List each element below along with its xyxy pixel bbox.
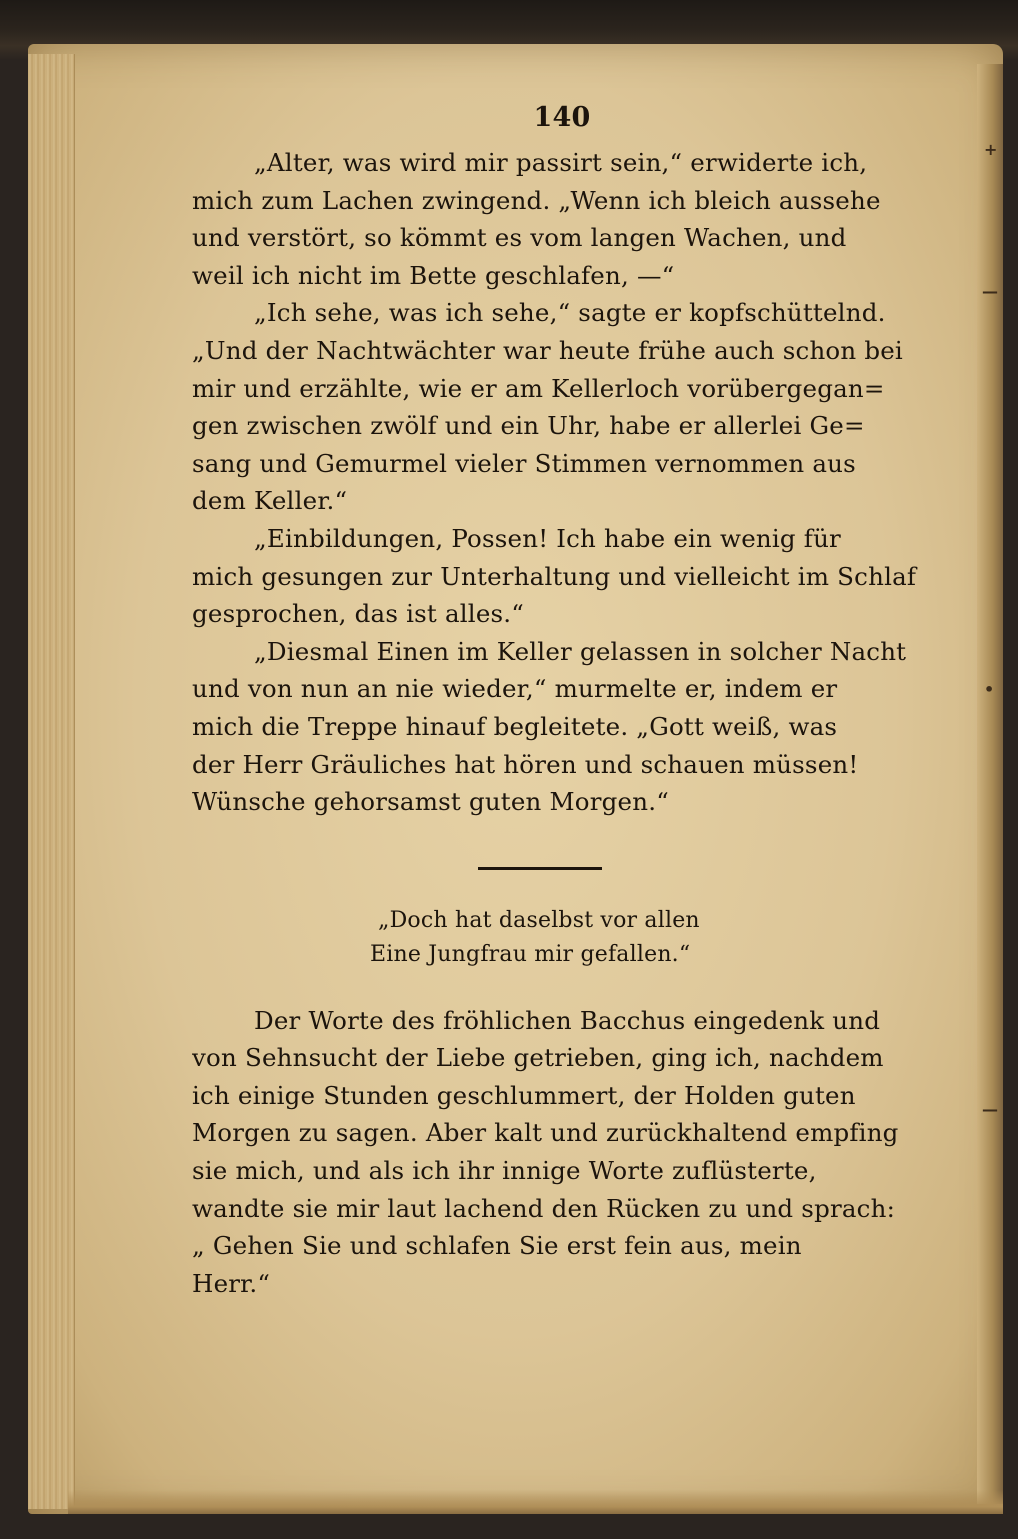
text-line: mich zum Lachen zwingend. „Wenn ich bleich aussehe: [192, 185, 881, 215]
text-line: der Herr Gräuliches hat hören und schauen müssen!: [192, 749, 859, 779]
section-divider: [478, 867, 602, 870]
page-edge-bottom: [68, 1490, 1003, 1514]
verse-line: „Doch hat daselbst vor allen: [378, 907, 700, 933]
text-line: „Und der Nachtwächter war heute frühe auch schon bei: [192, 335, 903, 365]
margin-mark: +: [984, 140, 998, 159]
paragraph: [192, 520, 922, 633]
text-line: Der Worte des fröhlichen Bacchus eingedenk und: [254, 1005, 881, 1035]
text-line: „Diesmal Einen im Keller gelassen in solcher Nacht: [254, 636, 907, 666]
text-line: ich einige Stunden geschlummert, der Holden guten: [192, 1080, 856, 1110]
verse-epigraph: [192, 904, 922, 972]
text-line: wandte sie mir laut lachend den Rücken zu und sprach:: [192, 1193, 896, 1223]
page-number: 140: [533, 102, 591, 133]
text-line: „Alter, was wird mir passirt sein,“ erwiderte ich,: [254, 148, 868, 177]
text-line: gesprochen, das ist alles.“: [192, 599, 525, 629]
text-line: „Ich sehe, was ich sehe,“ sagte er kopfschüttelnd.: [254, 298, 886, 328]
text-line: sang und Gemurmel vieler Stimmen vernommen aus: [192, 448, 856, 478]
text-line: mich gesungen zur Unterhaltung und vielleicht im Schlaf: [192, 561, 917, 591]
text-line: gen zwischen zwölf und ein Uhr, habe er allerlei Ge=: [192, 411, 865, 441]
paragraph: [192, 1002, 922, 1303]
margin-mark: •: [984, 680, 995, 699]
text-line: mir und erzählte, wie er am Kellerloch vorübergegan=: [192, 373, 885, 403]
page-gutter: [28, 54, 75, 1509]
paragraph: [192, 633, 922, 821]
text-line: sie mich, und als ich ihr innige Worte zuflüsterte,: [192, 1156, 817, 1186]
text-line: und verstört, so kömmt es vom langen Wachen, und: [192, 223, 847, 253]
page-text: [192, 98, 922, 1302]
paragraph: [192, 144, 922, 294]
text-line: Wünsche gehorsamst guten Morgen.“: [192, 787, 669, 817]
margin-mark: —: [982, 1100, 998, 1119]
page-edge-right: [977, 64, 1003, 1504]
margin-mark: —: [982, 282, 998, 301]
text-line: mich die Treppe hinauf begleitete. „Gott weiß, was: [192, 711, 838, 741]
text-line: von Sehnsucht der Liebe getrieben, ging ich, nachdem: [192, 1043, 884, 1073]
text-line: Herr.“: [192, 1268, 271, 1298]
text-line: und von nun an nie wieder,“ murmelte er, indem er: [192, 674, 838, 704]
verse-line: Eine Jungfrau mir gefallen.“: [370, 941, 691, 967]
text-line: „Einbildungen, Possen! Ich habe ein wenig für: [254, 523, 841, 553]
text-line: weil ich nicht im Bette geschlafen, —“: [192, 260, 675, 290]
paragraph: [192, 294, 922, 520]
text-line: Morgen zu sagen. Aber kalt und zurückhaltend empfing: [192, 1118, 899, 1148]
text-line: dem Keller.“: [192, 486, 348, 516]
text-line: „ Gehen Sie und schlafen Sie erst fein aus, mein: [192, 1231, 802, 1261]
